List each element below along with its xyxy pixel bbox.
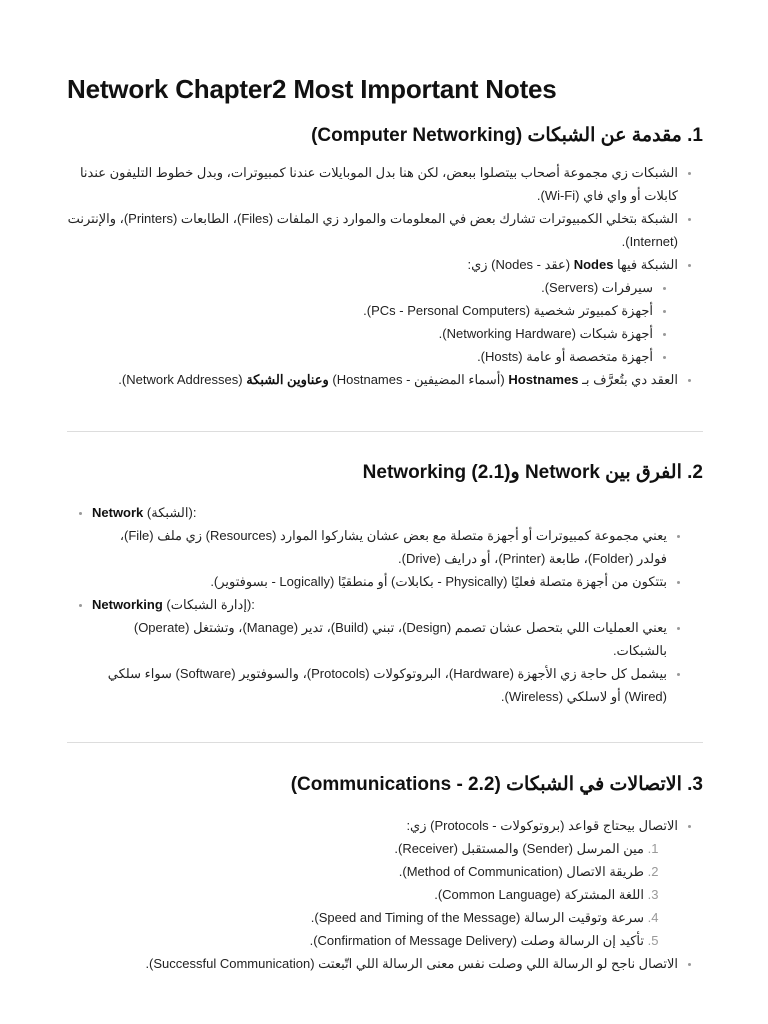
list-item <box>67 368 678 391</box>
sub-list-item: • أجهزة كمبيوتر شخصية (PCs - Personal Computers). <box>67 299 653 322</box>
section-heading: 1. مقدمة عن الشبكات (Computer Networking) <box>311 125 703 146</box>
numbered-list <box>67 837 678 952</box>
bullet-list <box>67 161 703 391</box>
list-item: • الشبكة بتخلي الكمبيوترات تشارك بعض في المعلومات والموارد زي الملفات (Files)، الطابعات (Printers)، والإنترنت (Internet). <box>67 207 678 253</box>
list-item-text: (إدارة الشبكات): <box>162 597 255 612</box>
section-communications <box>67 773 703 975</box>
page-title: Network Chapter2 Most Important Notes <box>67 74 557 104</box>
list-item <box>92 501 703 593</box>
list-item-text: (أسماء المضيفين - Hostnames) <box>328 372 509 387</box>
bold-term: Networking <box>92 597 163 612</box>
bullet-list <box>67 814 703 975</box>
sub-list-item: • أجهزة شبكات (Networking Hardware). <box>67 322 653 345</box>
list-item-text: (عقد - Nodes) زي: <box>467 257 574 272</box>
list-item <box>67 253 678 368</box>
bold-term: Network <box>92 505 144 520</box>
list-item <box>67 814 678 952</box>
sub-list-item: • سيرفرات (Servers). <box>67 276 653 299</box>
list-item-text: (الشبكة): <box>143 505 197 520</box>
sub-list <box>92 524 703 593</box>
sub-list-item: • بيشمل كل حاجة زي الأجهزة (Hardware)، البروتوكولات (Protocols)، والسوفتوير (Software) سواء سلكي (Wired) أو لاسلكي (Wireless). <box>92 662 667 708</box>
list-item: • الاتصال ناجح لو الرسالة اللي وصلت نفس معنى الرسالة اللي اتّبعتت (Successful Communication). <box>67 952 678 975</box>
numbered-item: 4. سرعة وتوقيت الرسالة (Speed and Timing of the Message). <box>67 906 644 929</box>
numbered-item: 1. مين المرسل (Sender) والمستقبل (Receiver). <box>67 837 644 860</box>
list-item: • الشبكات زي مجموعة أصحاب بيتصلوا ببعض، لكن هنا بدل الموبايلات عندنا كمبيوترات، وبدل خطوط التليفون عندنا كابلات أو واي فاي (Wi-Fi). <box>67 161 678 207</box>
section-heading: 2. الفرق بين Network و(2.1) Networking <box>362 462 703 483</box>
divider <box>67 431 703 432</box>
numbered-item: 3. اللغة المشتركة (Common Language). <box>67 883 644 906</box>
section-network-vs-networking <box>67 461 703 708</box>
bold-term: Nodes <box>573 257 614 272</box>
section-computer-networking <box>67 124 703 391</box>
section-heading: 3. الاتصالات في الشبكات (Communications - 2.2) <box>290 774 703 795</box>
divider <box>67 742 703 743</box>
sub-list <box>92 616 703 708</box>
sub-list-item: • بتتكون من أجهزة متصلة فعليًا (Physically - بكابلات) أو منطقيًا (Logically - بسوفتوير). <box>92 570 667 593</box>
numbered-item: 2. طريقة الاتصال (Method of Communication). <box>67 860 644 883</box>
list-item-text: الشبكة فيها <box>613 257 678 272</box>
bold-term: وعناوين الشبكة <box>246 372 329 387</box>
list-item <box>92 593 703 708</box>
bullet-list <box>67 501 703 708</box>
numbered-item: 5. تأكيد إن الرسالة وصلت (Confirmation of Message Delivery). <box>67 929 644 952</box>
list-item-text: الاتصال بيحتاج قواعد (بروتوكولات - Protocols) زي: <box>406 818 678 833</box>
bold-term: Hostnames <box>508 372 579 387</box>
list-item-text: (Network Addresses). <box>118 372 247 387</box>
sub-list-item: • يعني العمليات اللي بتحصل عشان تصمم (Design)، تبني (Build)، تدير (Manage)، وتشتغل (Operate) بالشبكات. <box>92 616 667 662</box>
sub-list-item: • يعني مجموعة كمبيوترات أو أجهزة متصلة مع بعض عشان يشاركوا الموارد (Resources) زي ملف (File)، فولدر (Folder)، طابعة (Printer)، أو درايف (Drive). <box>92 524 667 570</box>
sub-list-item: • أجهزة متخصصة أو عامة (Hosts). <box>67 345 653 368</box>
list-item-text: العقد دي بتُعرَّف بـ <box>578 372 678 387</box>
sub-list <box>67 276 678 368</box>
